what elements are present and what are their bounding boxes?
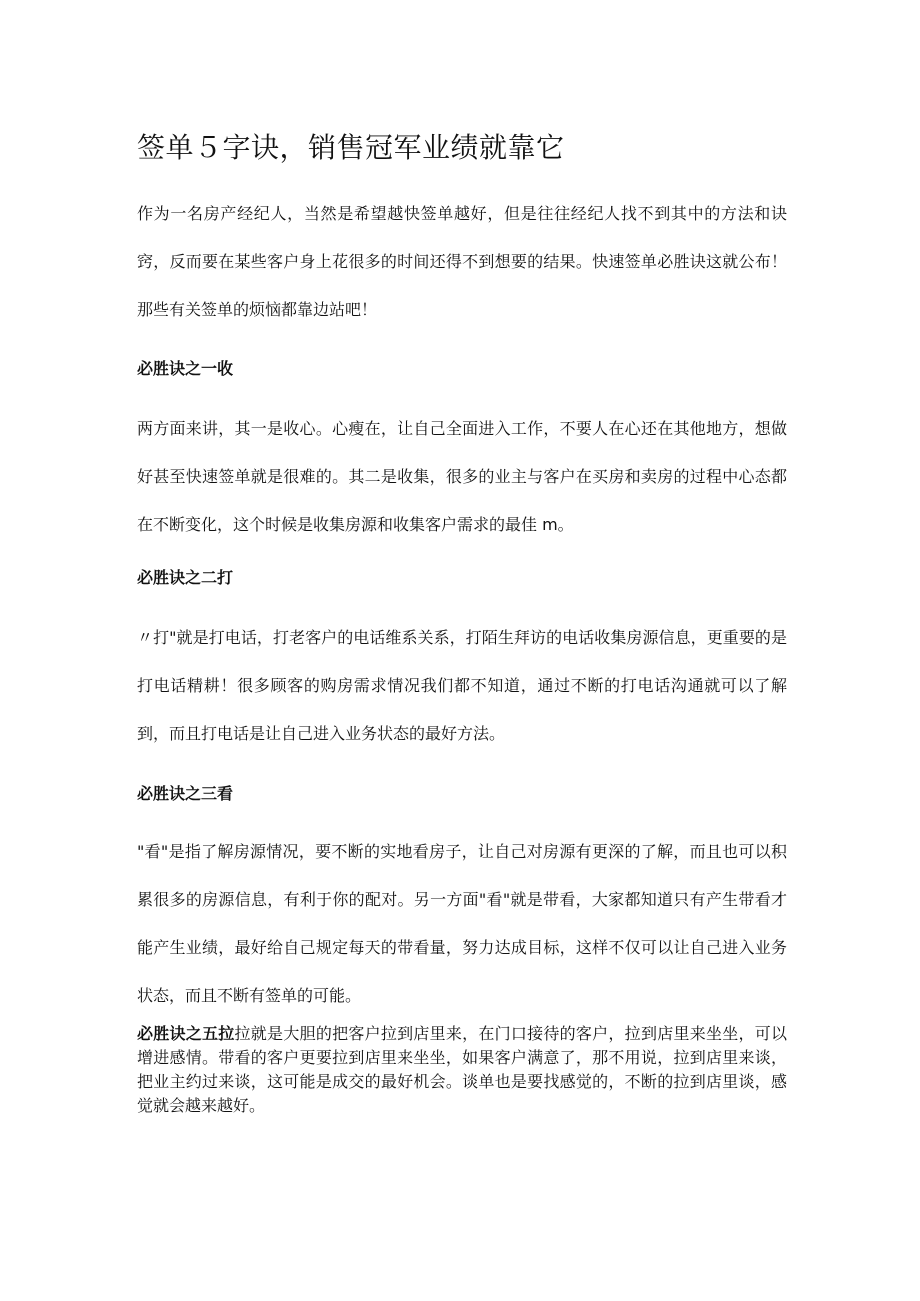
section-body-la: 拉就是大胆的把客户拉到店里来，在门口接待的客户，拉到店里来坐坐，可以增进感情。带看的客户更要拉到店里来坐坐，如果客户满意了，那不用说，拉到店里来谈，把业主约过来谈，这可能是成交的最好机会。谈单也是要找感觉的，不断的拉到店里谈，感觉就会越来越好。 xyxy=(137,1024,787,1115)
document-title: 签单５字诀，销售冠军业绩就靠它 xyxy=(137,131,565,164)
section-body-da: 〃打"就是打电话，打老客户的电话维系关系，打陌生拜访的电话收集房源信息，更重要的是打电话精耕！很多顾客的购房需求情况我们都不知道，通过不断的打电话沟通就可以了解到，而且打电话是让自己进入业务状态的最好方法。 xyxy=(137,628,787,743)
section-body-kan: "看"是指了解房源情况，要不断的实地看房子，让自己对房源有更深的了解，而且也可以积累很多的房源信息，有利于你的配对。另一方面"看"就是带看，大家都知道只有产生带看才能产生业绩，最好给自己规定每天的带看量，努力达成目标，这样不仅可以让自己进入业务状态，而且不断有签单的可能。 xyxy=(137,842,787,1005)
section-la-paragraph xyxy=(137,1022,787,1118)
intro-paragraph: 作为一名房产经纪人，当然是希望越快签单越好，但是往往经纪人找不到其中的方法和诀窍，反而要在某些客户身上花很多的时间还得不到想要的结果。快速签单必胜诀这就公布！那些有关签单的烦恼都靠边站吧！ xyxy=(137,204,787,319)
section-heading-shou: 必胜诀之一收 xyxy=(137,359,234,378)
section-body-shou: 两方面来讲，其一是收心。心瘦在，让自己全面进入工作，不要人在心还在其他地方，想做好甚至快速签单就是很难的。其二是收集，很多的业主与客户在买房和卖房的过程中心态都在不断变化，这个时候是收集房源和收集客户需求的最佳 m。 xyxy=(137,419,787,534)
section-heading-kan: 必胜诀之三看 xyxy=(137,784,234,803)
section-heading-da: 必胜诀之二打 xyxy=(137,568,234,587)
section-heading-la: 必胜诀之五拉 xyxy=(137,1024,235,1043)
